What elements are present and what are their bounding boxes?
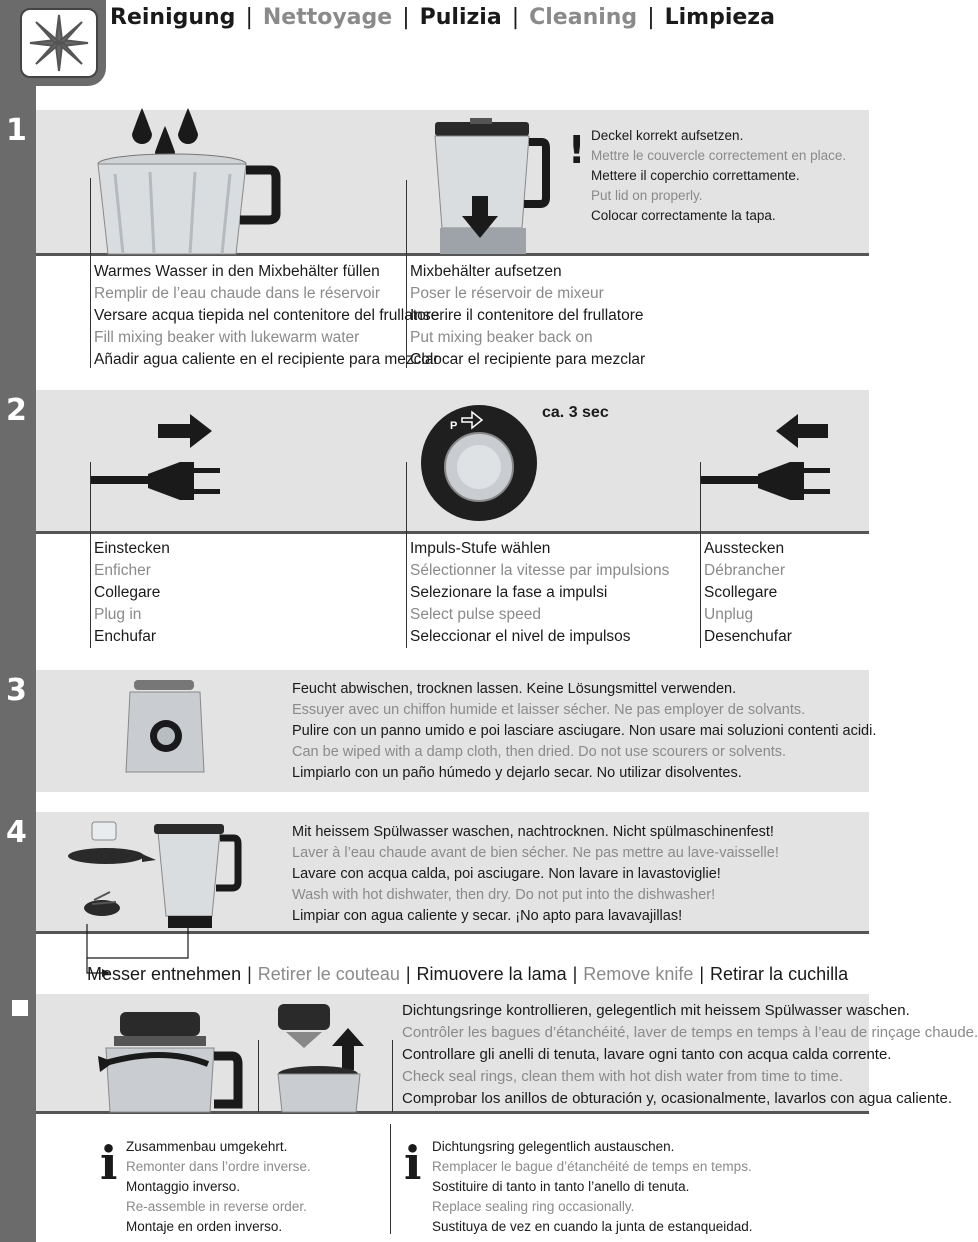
leader-line xyxy=(90,178,91,368)
remove-knife-language: Messer entnehmen xyxy=(87,964,242,984)
pulse-knob-image xyxy=(418,402,540,524)
lift-off-image xyxy=(272,1000,372,1112)
reassemble-note-line: Remonter dans l’ordre inverse. xyxy=(126,1159,311,1174)
reassemble-note-line: Zusammenbau umgekehrt. xyxy=(126,1139,288,1154)
unplug-caption-line: Unplug xyxy=(704,606,754,623)
seal-ring-note-line: Sustituya de vez en cuando la junta de estanqueidad. xyxy=(432,1219,753,1234)
separator: | xyxy=(245,5,253,30)
seal-ring-note-line: Sostituire di tanto in tanto l’anello di tenuta. xyxy=(432,1179,690,1194)
remove-knife-caption xyxy=(87,962,848,986)
pulse-duration: ca. 3 sec xyxy=(542,404,609,421)
arrow-right-icon xyxy=(158,414,212,448)
plug-in-caption xyxy=(94,538,170,648)
attach-caption-line: Poser le réservoir de mixeur xyxy=(410,285,604,302)
step5-text-line: Contrôler les bagues d’étanchéité, laver de temps en temps à l’eau de rinçage chaude. xyxy=(402,1024,978,1041)
exclamation-icon: ! xyxy=(568,128,586,172)
seal-ring-note-line: Replace sealing ring occasionally. xyxy=(432,1199,635,1214)
star-burst-icon xyxy=(22,10,96,76)
attach-caption-line: Mixbehälter aufsetzen xyxy=(410,263,562,280)
info-icon: i xyxy=(100,1136,118,1190)
lid-warning-line: Colocar correctamente la tapa. xyxy=(591,208,776,223)
pulse-caption-line: Impuls-Stufe wählen xyxy=(410,540,551,557)
lid-warning-text xyxy=(591,126,846,226)
step3-instructions xyxy=(292,679,876,784)
beaker-water-drops-image xyxy=(90,104,290,254)
step5-instructions xyxy=(402,1000,978,1110)
reassemble-note-line: Re-assemble in reverse order. xyxy=(126,1199,307,1214)
step-number-3: 3 xyxy=(6,673,27,708)
step3-text-line: Essuyer avec un chiffon humide et laisser sécher. Ne pas employer de solvants. xyxy=(292,702,806,718)
step4-text-line: Mit heissem Spülwasser waschen, nachtrocknen. Nicht spülmaschinenfest! xyxy=(292,824,774,840)
plug-in-caption-line: Plug in xyxy=(94,606,142,623)
unplug-caption-line: Desenchufar xyxy=(704,628,792,645)
fill-caption-line: Versare acqua tiepida nel contenitore del frullatore xyxy=(94,307,440,324)
fill-caption-line: Remplir de l’eau chaude dans le réservoir xyxy=(94,285,381,302)
leader-line xyxy=(258,1040,259,1112)
pulse-caption-line: Seleccionar el nivel de impulsos xyxy=(410,628,631,645)
remove-knife-language: Rimuovere la lama xyxy=(416,964,567,984)
unplug-caption-line: Scollegare xyxy=(704,584,778,601)
separator: | xyxy=(511,5,520,30)
separator: | xyxy=(647,5,655,30)
blender-base-image xyxy=(120,680,210,780)
disassembled-parts-image xyxy=(62,818,252,930)
step3-text-line: Can be wiped with a damp cloth, then dried. Do not use scourers or solvents. xyxy=(292,744,787,760)
fill-caption-line: Añadir agua caliente en el recipiente para mezclar xyxy=(94,351,439,368)
sidebar xyxy=(0,0,36,1242)
step-number-1: 1 xyxy=(6,113,27,148)
reassemble-note-line: Montaggio inverso. xyxy=(126,1179,241,1194)
separator: | xyxy=(572,964,578,984)
step-marker-square xyxy=(12,1000,28,1016)
plug-in-caption-line: Collegare xyxy=(94,584,161,601)
notes-divider xyxy=(390,1124,391,1234)
attach-caption-line: Inserire il contenitore del frullatore xyxy=(410,307,644,324)
logo-box xyxy=(20,8,98,78)
separator: | xyxy=(699,964,705,984)
pulse-caption-line: Sélectionner la vitesse par impulsions xyxy=(410,562,670,579)
fill-caption-line: Warmes Wasser in den Mixbehälter füllen xyxy=(94,263,380,280)
water-drop-icon xyxy=(178,108,198,144)
step2-divider xyxy=(36,531,869,534)
step3-text-line: Pulire con un panno umido e poi lasciare asciugare. Non usare mai soluzioni contenti acidi. xyxy=(292,723,877,739)
fill-water-caption xyxy=(94,261,440,371)
step5-text-line: Check seal rings, clean them with hot dish water from time to time. xyxy=(402,1068,844,1085)
plug-in-caption-line: Enficher xyxy=(94,562,151,579)
step3-text-line: Feucht abwischen, trocknen lassen. Keine Lösungsmittel verwenden. xyxy=(292,681,737,697)
arrow-left-icon xyxy=(776,414,828,448)
fill-caption-line: Fill mixing beaker with lukewarm water xyxy=(94,329,360,346)
remove-knife-language: Retirer le couteau xyxy=(257,964,400,984)
step3-text-line: Limpiarlo con un paño húmedo y dejarlo secar. No utilizar disolventes. xyxy=(292,765,742,781)
arrow-up-icon xyxy=(332,1028,364,1070)
plug-in-image xyxy=(90,412,230,512)
step4-text-line: Limpiar con agua caliente y secar. ¡No apto para lavavajillas! xyxy=(292,908,683,924)
leader-line xyxy=(90,462,91,648)
pulse-caption-line: Selezionare la fase a impulsi xyxy=(410,584,608,601)
attach-caption-line: Colocar el recipiente para mezclar xyxy=(410,351,646,368)
remove-knife-language: Retirar la cuchilla xyxy=(710,964,849,984)
pulse-label: P xyxy=(450,420,458,432)
seal-ring-twist-image xyxy=(96,1008,246,1112)
title-language: Pulizia xyxy=(419,5,502,30)
plug-in-caption-line: Enchufar xyxy=(94,628,157,645)
separator: | xyxy=(402,5,410,30)
reassemble-note xyxy=(126,1137,311,1237)
step-number-4: 4 xyxy=(6,815,27,850)
lid-warning-line: Mettre le couvercle correctement en place. xyxy=(591,148,847,163)
seal-ring-note xyxy=(432,1137,753,1237)
remove-knife-language: Remove knife xyxy=(583,964,694,984)
leader-line xyxy=(392,1040,393,1112)
separator: | xyxy=(247,964,252,984)
title-language: Cleaning xyxy=(529,5,638,30)
lid-warning-line: Put lid on properly. xyxy=(591,188,703,203)
step4-text-line: Wash with hot dishwater, then dry. Do not put into the dishwasher! xyxy=(292,887,716,903)
lid-warning-line: Mettere il coperchio correttamente. xyxy=(591,168,800,183)
step4-instructions xyxy=(292,822,779,927)
attach-beaker-caption xyxy=(410,261,645,371)
unplug-image xyxy=(700,412,840,512)
unplug-caption-line: Débrancher xyxy=(704,562,785,579)
attach-caption-line: Put mixing beaker back on xyxy=(410,329,593,346)
step5-text-line: Dichtungsringe kontrollieren, gelegentlich mit heissem Spülwasser waschen. xyxy=(402,1002,910,1019)
step5-text-line: Comprobar los anillos de obturación y, ocasionalmente, lavarlos con agua caliente. xyxy=(402,1090,953,1107)
pulse-caption-line: Select pulse speed xyxy=(410,606,541,623)
lid-warning-line: Deckel korrekt aufsetzen. xyxy=(591,128,744,143)
unplug-caption-line: Ausstecken xyxy=(704,540,785,557)
reassemble-note-line: Montaje en orden inverso. xyxy=(126,1219,283,1234)
plug-in-caption-line: Einstecken xyxy=(94,540,170,557)
title-language: Reinigung xyxy=(110,5,236,30)
step4-text-line: Laver à l’eau chaude avant de bien sécher. Ne pas mettre au lave-vaisselle! xyxy=(292,845,779,861)
step4-text-line: Lavare con acqua calda, poi asciugare. Non lavare in lavastoviglie! xyxy=(292,866,721,882)
title-language: Nettoyage xyxy=(262,5,393,30)
water-drop-icon xyxy=(132,108,152,144)
step5-text-line: Controllare gli anelli di tenuta, lavare ogni tanto con acqua calda corrente. xyxy=(402,1046,892,1063)
step-number-2: 2 xyxy=(6,393,27,428)
leader-line xyxy=(700,462,701,648)
pulse-caption xyxy=(410,538,669,648)
unplug-caption xyxy=(704,538,792,648)
info-icon: i xyxy=(404,1136,422,1190)
seal-ring-note-line: Dichtungsring gelegentlich austauschen. xyxy=(432,1139,675,1154)
leader-line xyxy=(406,462,407,648)
seal-ring-note-line: Remplacer le bague d’étanchéité de temps en temps. xyxy=(432,1159,752,1174)
page-title xyxy=(110,3,775,33)
separator: | xyxy=(405,964,411,984)
beaker-attach-image xyxy=(420,118,550,254)
title-language: Limpieza xyxy=(664,5,775,30)
